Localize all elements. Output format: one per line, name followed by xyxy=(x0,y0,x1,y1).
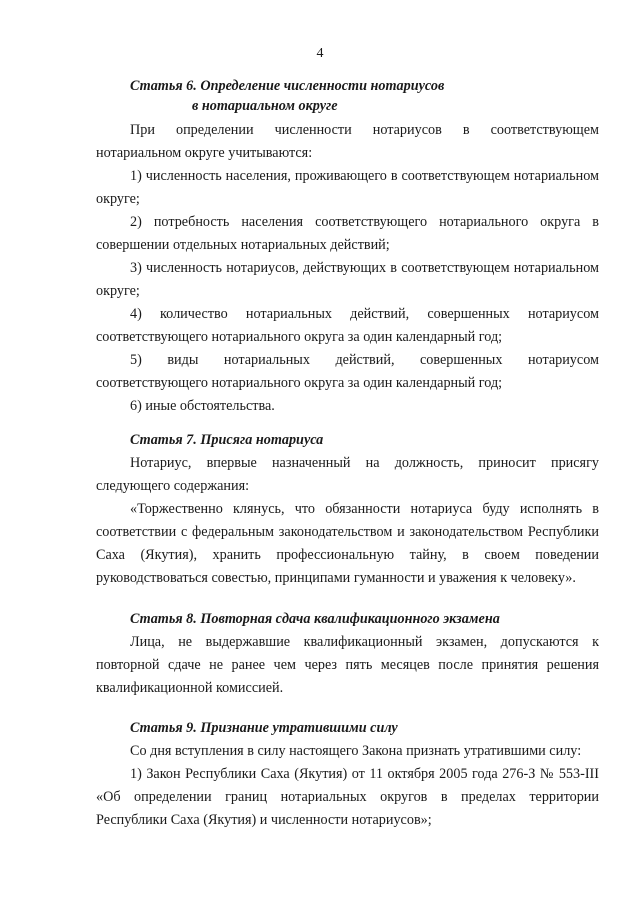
article-6-title: Статья 6. Определение численности нотариусов xyxy=(130,78,445,94)
paragraph: Со дня вступления в силу настоящего Закона признать утратившими силу: xyxy=(130,743,582,759)
list-item: 5) виды нотариальных действий, совершенных нотариусом соответствующего нотариального округа за один календарный год; xyxy=(96,352,599,391)
paragraph: Нотариус, впервые назначенный на должность, приносит присягу следующего содержания: xyxy=(96,455,599,494)
paragraph: При определении численности нотариусов в соответствующем нотариальном округе учитываются: xyxy=(96,122,599,161)
list-item: 6) иные обстоятельства. xyxy=(130,398,275,414)
article-8-body xyxy=(96,631,599,700)
article-7-title: Статья 7. Присяга нотариуса xyxy=(130,432,324,448)
oath-text: «Торжественно клянусь, что обязанности нотариуса буду исполнять в соответствии с федеральным законодательством и законодательством Республики Саха (Якутия), хранить профессиональную тайну, в своем поведении руководствоваться совестью, принципами гуманности и уважения к человеку». xyxy=(96,501,599,586)
list-item: 2) потребность населения соответствующего нотариального округа в совершении отдельных нотариальных действий; xyxy=(96,214,599,253)
list-item: 4) количество нотариальных действий, совершенных нотариусом соответствующего нотариального округа за один календарный год; xyxy=(96,306,599,345)
article-9-body xyxy=(96,740,599,832)
article-9-title: Статья 9. Признание утратившими силу xyxy=(130,720,398,736)
article-6-title-line2: в нотариальном округе xyxy=(192,98,338,114)
article-6-body xyxy=(96,119,599,418)
paragraph: Лица, не выдержавшие квалификационный экзамен, допускаются к повторной сдаче не ранее чем через пять месяцев после принятия решения квалификационной комиссией. xyxy=(96,634,599,696)
article-8-title: Статья 8. Повторная сдача квалификационного экзамена xyxy=(130,611,500,627)
list-item: 3) численность нотариусов, действующих в соответствующем нотариальном округе; xyxy=(96,260,599,299)
list-item: 1) Закон Республики Саха (Якутия) от 11 октября 2005 года 276-З № 553-III «Об определении границ нотариальных округов в пределах территории Республики Саха (Якутия) и численности нотариусов»; xyxy=(96,766,599,828)
article-7-body xyxy=(96,452,599,590)
list-item: 1) численность населения, проживающего в соответствующем нотариальном округе; xyxy=(96,168,599,207)
page-number: 4 xyxy=(316,46,324,61)
